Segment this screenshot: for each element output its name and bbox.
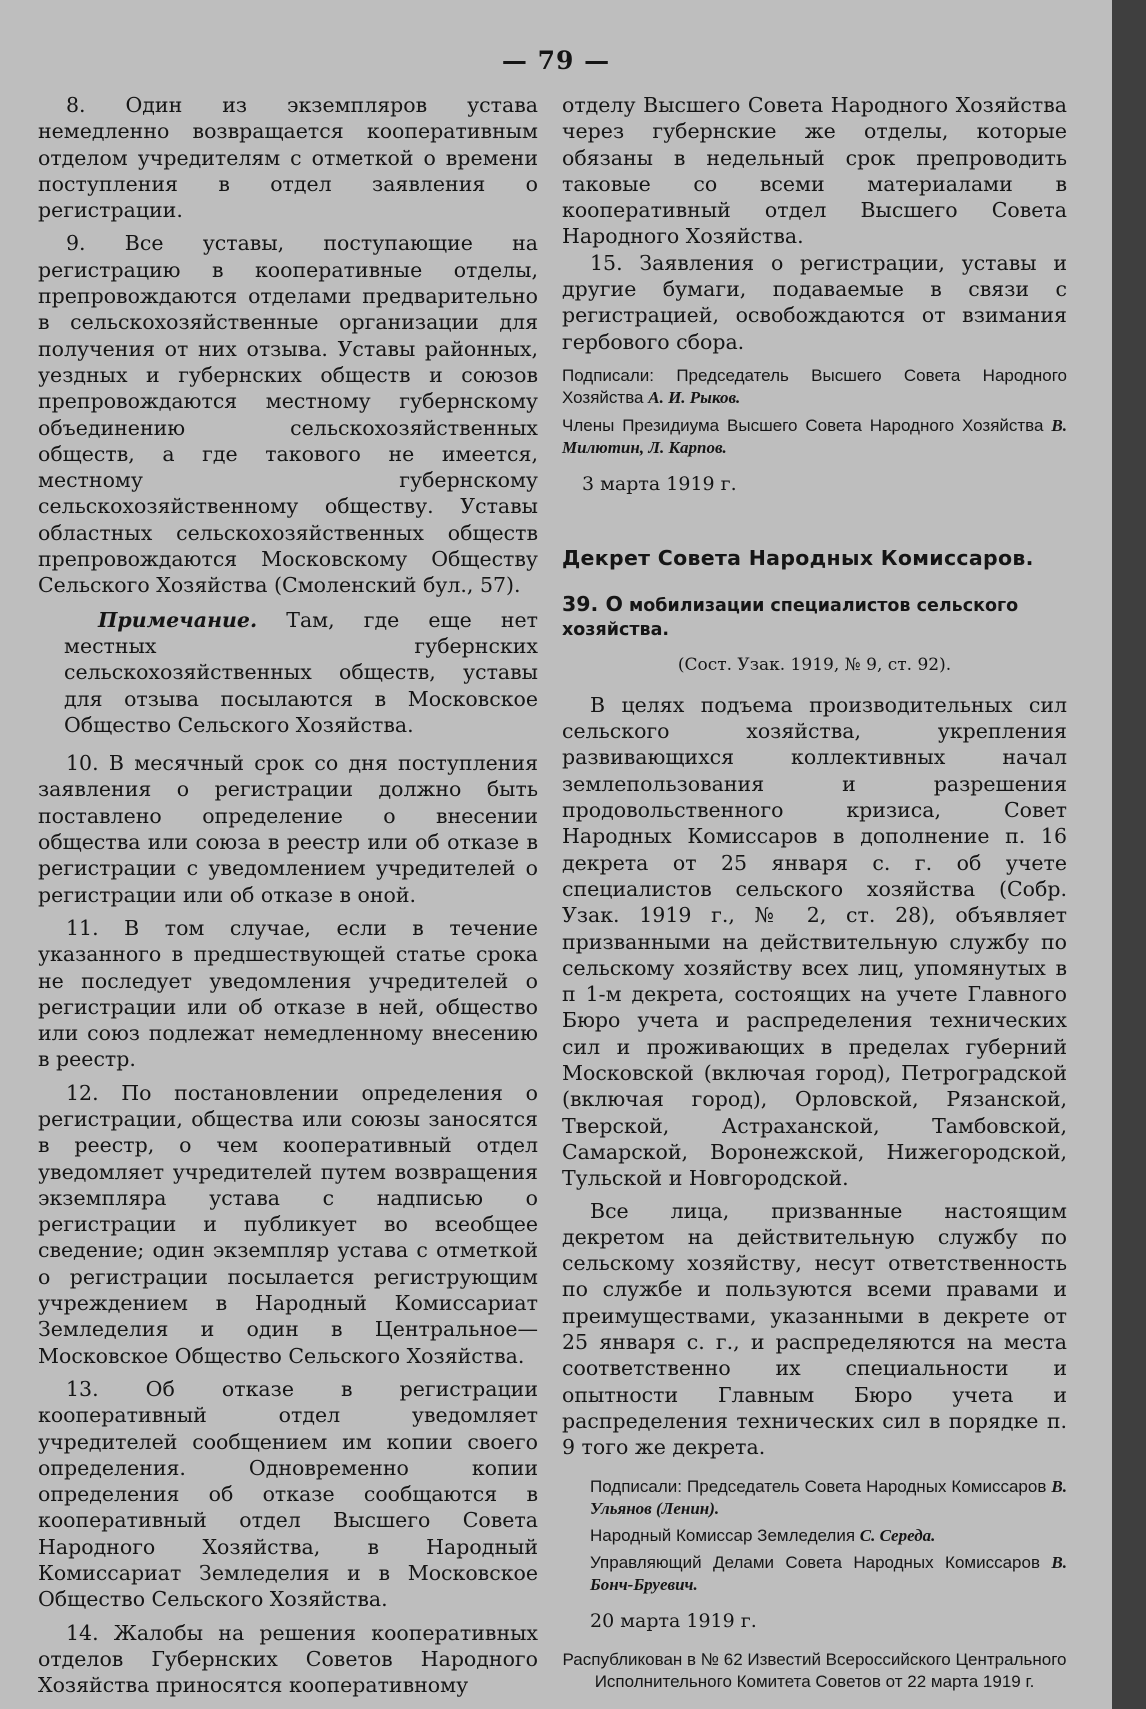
decree-signer-name-1: В. Ульянов (Ленин). — [590, 1477, 1067, 1519]
article-8: 8. Один из экземпляров устава немедленно возвращается кооперативным отделом учредителям с отметкой о времени поступления в отдел заявления о регистрации. — [38, 93, 538, 223]
signature-line-1 — [562, 365, 1067, 409]
republished-note: Распубликован в № 62 Известий Всероссийского Центрального Исполнительного Комитета Советов от 22 марта 1919 г. — [562, 1649, 1067, 1691]
right-column — [562, 92, 1067, 1693]
decree-signed-label: Подписали: — [590, 1477, 683, 1497]
signer-name-2: В. Милютин, Л. Карпов. — [562, 415, 1067, 457]
article-13: 13. Об отказе в регистрации кооперативный отдел уведомляет учредителей сообщением им копии своего определения. Одновременно копии определения об отказе сообщаются в кооперативный отдел Высшего Совета Народного Хозяйства, в Народный Комиссариат Земледелия и в Московское Общество Сельского Хозяйства. — [38, 1376, 538, 1612]
article-14-continued: отделу Высшего Совета Народного Хозяйства через губернские же отделы, которые обязаны в недельный срок препроводить таковые со всеми материалами в кооперативный отдел Высшего Совета Народного Хозяйства. — [562, 93, 1067, 249]
decree-signer-role-2: Народный Комиссар Земледелия — [590, 1526, 856, 1546]
decree-signer-name-3: В. Бонч-Бруевич. — [590, 1553, 1067, 1595]
article-15: 15. Заявления о регистрации, уставы и другие бумаги, подаваемые в связи с регистрацией, освобождаются от взимания гербового сбора. — [562, 250, 1067, 354]
signature-date: 3 марта 1919 г. — [582, 472, 737, 495]
note-text: Там, где еще нет местных губернских сельскохозяйственных обществ, уставы для отзыва посылаются в Московское Общество Сельского Хозяйства. — [64, 607, 538, 737]
decree-signature-line-2 — [590, 1525, 1067, 1547]
note — [38, 607, 538, 738]
decree-signature-line-3 — [590, 1552, 1067, 1596]
decree-signer-role-1: Председатель Совета Народных Комиссаров — [687, 1477, 1047, 1497]
note-label: Примечание. — [98, 607, 258, 632]
article-14: 14. Жалобы на решения кооперативных отделов Губернских Советов Народного Хозяйства приносятся кооперативному — [38, 1620, 538, 1698]
decree-heading-text: мобилизации специалистов сельского хозяйства. — [562, 595, 1019, 640]
signer-name-1: А. И. Рыков. — [648, 387, 741, 407]
decree-heading — [562, 592, 1067, 642]
decree-title: Декрет Совета Народных Комиссаров. — [562, 546, 1034, 571]
article-9: 9. Все уставы, поступающие на регистрацию в кооперативные отделы, препровождаются отделами предварительно в сельскохозяйственные организации для получения от них отзыва. Уставы районных, уездных и губернских обществ и союзов препровождаются местному губернскому объединению сельскохозяйственных обществ, а где такового не имеется, местному губернскому сельскохозяйственному обществу. Уставы областных сельскохозяйственных обществ препровождаются Московскому Обществу Сельского Хозяйства (Смоленский бул., 57). — [38, 231, 538, 598]
article-11: 11. В том случае, если в течение указанного в предшествующей статье срока не последует уведомления учредителей о регистрации или об отказе в ней, общество или союз подлежат немедленному внесению в реестр. — [38, 915, 538, 1072]
decree-signer-role-3: Управляющий Делами Совета Народных Комиссаров — [590, 1553, 1040, 1573]
decree-body — [562, 692, 1067, 1461]
decree-paragraph-1: В целях подъема производительных сил сельского хозяйства, укрепления развивающихся коллективных начал землепользования и разрешения продовольственного кризиса, Совет Народных Комиссаров в дополнение п. 16 декрета от 25 января с. г. об учете специалистов сельского хозяйства (Собр. Узак. 1919 г., № 2, ст. 28), объявляет призванными на действительную службу по сельскому хозяйству всех лиц, упомянутых в п 1-м декрета, состоящих на учете Главного Бюро учета и распределения технических сил и проживающих в пределах губерний Московской (включая город), Петроградской (включая город), Орловской, Рязанской, Тверской, Астраханской, Тамбовской, Самарской, Воронежской, Нижегородской, Тульской и Новгородской. — [562, 692, 1067, 1191]
article-12: 12. По постановлении определения о регистрации, общества или союзы заносятся в реестр, о чем кооперативный отдел уведомляет учредителей путем возвращения экземпляра устава с надписью о регистрации и публикует во всеобщее сведение; один экземпляр устава с отметкой о регистрации посылается региструющим учреждением в Народный Комиссариат Земледелия и один в Центральное—Московское Общество Сельского Хозяйства. — [38, 1080, 538, 1368]
signatures-block — [562, 365, 1067, 459]
decree-signatures — [562, 1476, 1067, 1596]
signature-line-2 — [562, 415, 1067, 459]
signer-role-1: Председатель Высшего Совета Народного Хозяйства — [562, 365, 1067, 407]
signer-role-2: Члены Президиума Высшего Совета Народного Хозяйства — [562, 415, 1044, 435]
signed-label: Подписали: — [562, 365, 655, 385]
decree-paragraph-2: Все лица, призванные настоящим декретом на действительную службу по сельскому хозяйству, несут ответственность по службе и пользуются всеми правами и преимуществами, указанными в декрете от 25 января с. г., и распределяются на места соответственно их специальности и опытности Главным Бюро учета и распределения технических сил в порядке п. 9 того же декрета. — [562, 1198, 1067, 1460]
decree-number: 39. О — [562, 591, 623, 616]
article-10: 10. В месячный срок со дня поступления заявления о регистрации должно быть поставлено определение о внесении общества или союза в реестр или об отказе в регистрации с уведомлением учредителей о регистрации или об отказе в оной. — [38, 751, 538, 907]
decree-signer-name-2: С. Середа. — [859, 1526, 936, 1546]
page-number: — 79 — — [501, 46, 611, 75]
left-column — [38, 92, 538, 1699]
decree-source: (Сост. Узак. 1919, № 9, ст. 92). — [677, 654, 952, 675]
decree-date: 20 марта 1919 г. — [590, 1610, 757, 1633]
decree-signature-line-1 — [590, 1476, 1067, 1520]
